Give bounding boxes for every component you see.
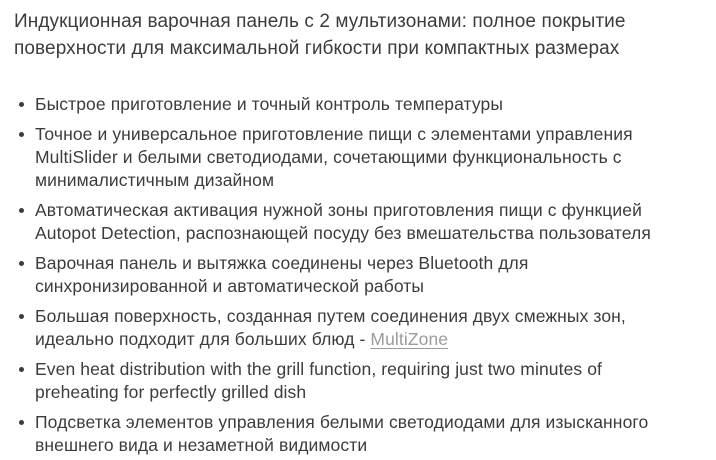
feature-text: Варочная панель и вытяжка соединены через Bluetooth для синхронизированной и автоматической работы <box>35 253 529 296</box>
feature-item <box>14 305 657 351</box>
feature-item <box>14 199 657 245</box>
bullet-icon <box>19 367 24 372</box>
feature-item <box>14 411 657 457</box>
feature-text: Большая поверхность, созданная путем соединения двух смежных зон, идеально подходит для больших блюд - <box>35 306 626 349</box>
feature-item <box>14 358 657 404</box>
feature-item <box>14 123 657 192</box>
feature-text: Even heat distribution with the grill function, requiring just two minutes of preheating for perfectly grilled dish <box>35 359 603 402</box>
feature-text: Автоматическая активация нужной зоны приготовления пищи с функцией Autopot Detection, распознающей посуду без вмешательства пользователя <box>35 200 651 243</box>
bullet-icon <box>19 208 24 213</box>
feature-list <box>14 93 716 457</box>
feature-text: Подсветка элементов управления белыми светодиодами для изысканного внешнего вида и незаметной видимости <box>35 412 649 455</box>
feature-item <box>14 252 657 298</box>
multizone-link[interactable]: MultiZone <box>370 329 449 349</box>
product-title: Индукционная варочная панель с 2 мультизонами: полное покрытие поверхности для максимальной гибкости при компактных размерах <box>14 11 626 59</box>
bullet-icon <box>19 314 24 319</box>
bullet-icon <box>19 420 24 425</box>
bullet-icon <box>19 102 24 107</box>
bullet-icon <box>19 132 24 137</box>
feature-item <box>14 93 657 116</box>
feature-text: Быстрое приготовление и точный контроль температуры <box>35 94 504 114</box>
bullet-icon <box>19 261 24 266</box>
feature-text: Точное и универсальное приготовление пищи с элементами управления MultiSlider и белыми светодиодами, сочетающими функциональность с минималистичным дизайном <box>35 124 633 190</box>
